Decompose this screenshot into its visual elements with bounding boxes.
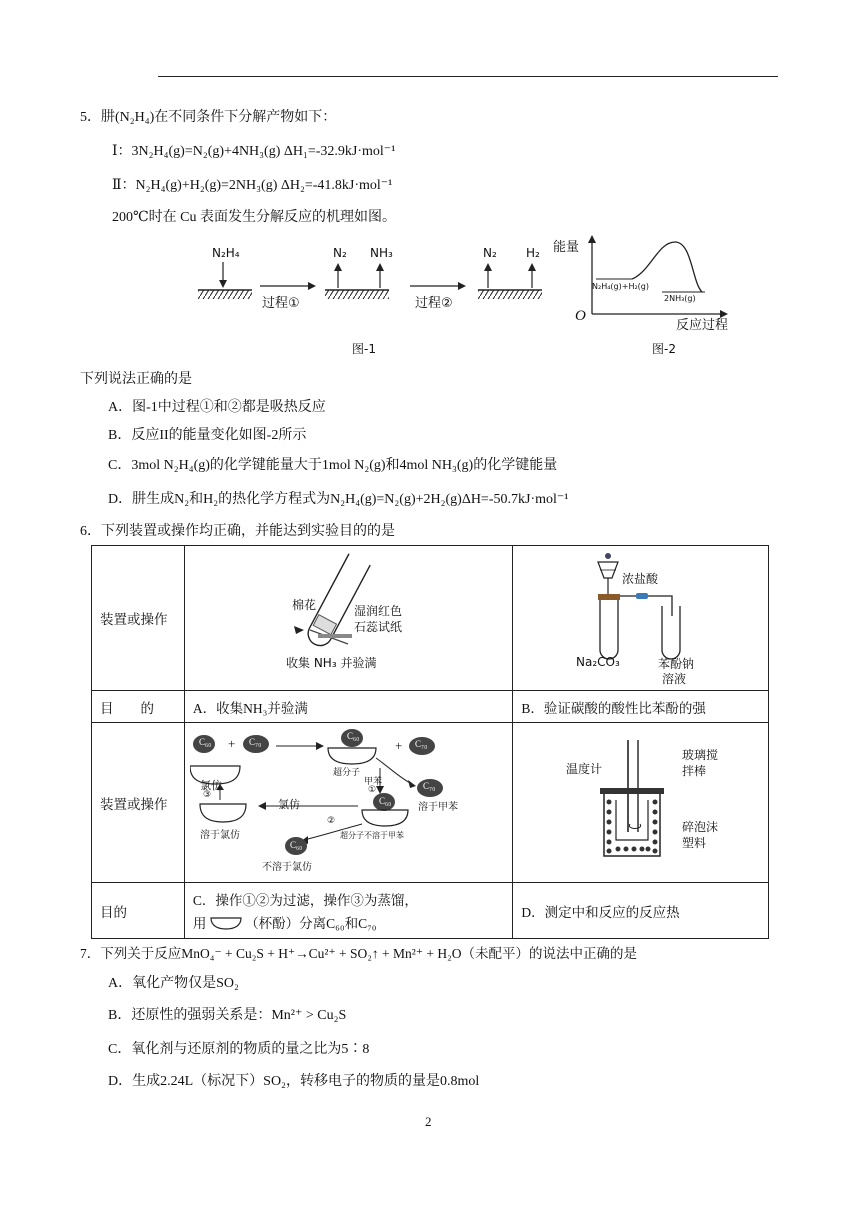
figure-b-apparatus xyxy=(580,550,700,662)
b-left-label: Na₂CO₃ xyxy=(576,655,620,669)
fig1-n2h4: N₂H₄ xyxy=(212,246,240,260)
b-purpose: B．验证碳酸的酸性比苯酚的强 xyxy=(513,691,769,723)
stopper xyxy=(598,594,620,600)
outer-beaker xyxy=(604,794,660,856)
c-purpose-line1: C．操作①②为过滤，操作③为蒸馏， xyxy=(192,893,418,908)
header-rule xyxy=(158,76,778,77)
q5-note: 200℃时在 Cu 表面发生分解反应的机理如图。 xyxy=(112,210,396,225)
a-paper-label-1: 湿润红色 xyxy=(354,604,403,618)
fig1-n2-a: N₂ xyxy=(333,246,347,260)
row1-label: 装置或操作 xyxy=(92,546,185,691)
q5-option-c: C．3mol N₂H₄(g)的化学键能量大于1mol N₂(g)和4mol NH₃(g)的化学键能量 xyxy=(108,458,558,473)
cup-4 xyxy=(200,804,246,822)
b-right-label-2: 溶液 xyxy=(662,672,687,686)
row2-label: 目 的 xyxy=(92,691,185,723)
c-step2: ② xyxy=(327,816,336,826)
q6-stem: 6．下列装置或操作均正确，并能达到实验目的的是 xyxy=(80,524,395,539)
c-c70-2: C₇₀ xyxy=(415,739,428,749)
a-caption: 收集 NH₃ 并验满 xyxy=(286,656,377,670)
row3-label: 装置或操作 xyxy=(92,723,185,883)
c-toluene-label: 甲苯 xyxy=(364,777,383,787)
cup-3 xyxy=(362,810,408,826)
left-tube xyxy=(600,600,618,659)
c-purpose-pre: 用 xyxy=(192,916,207,931)
d-stir-label-1: 玻璃搅 xyxy=(682,748,719,762)
c-c60-1: C₆₀ xyxy=(199,737,212,747)
fig2-origin: O xyxy=(575,308,586,324)
q5-option-d: D．肼生成N₂和H₂的热化学方程式为N₂H₄(g)=N₂(g)+2H₂(g)ΔH=-50.7kJ·mol⁻¹ xyxy=(108,492,569,507)
inner-beaker xyxy=(616,800,648,840)
c-dissolve-chloroform: 溶于氯仿 xyxy=(200,830,240,841)
fig1-caption: 图-1 xyxy=(352,342,376,356)
fig2-ylabel: 能量 xyxy=(553,240,580,255)
fig1-process-2: 过程② xyxy=(415,296,453,311)
surface-2 xyxy=(325,290,389,299)
c-step1: ① xyxy=(368,785,377,795)
b-right-label-1: 苯酚钠 xyxy=(658,657,695,671)
fig2-reactants: N₂H₄(g)+H₂(g) xyxy=(592,282,649,291)
c-plus-2: + xyxy=(395,738,403,753)
q5-stem: 5．肼(N₂H₄)在不同条件下分解产物如下： xyxy=(80,110,337,125)
fig2-caption: 图-2 xyxy=(652,342,676,356)
b-acid-label: 浓盐酸 xyxy=(622,572,659,586)
d-purpose: D．测定中和反应的反应热 xyxy=(513,883,769,939)
cup-2 xyxy=(328,748,376,764)
fig2-products: 2NH₃(g) xyxy=(664,294,696,303)
lid xyxy=(600,788,664,794)
q7-option-d: D．生成2.24L（标况下）SO₂，转移电子的物质的量是0.8mol xyxy=(108,1074,480,1089)
q5-equation-2: Ⅱ：N₂H₄(g)+H₂(g)=2NH₃(g) ΔH₂=-41.8kJ·mol⁻¹ xyxy=(112,178,393,193)
a-paper-label-2: 石蕊试纸 xyxy=(354,620,403,634)
c-supra-label: 超分子 xyxy=(333,768,361,778)
q7-option-c: C．氧化剂与还原剂的物质的量之比为5∶8 xyxy=(108,1042,370,1057)
foam-fill xyxy=(607,800,658,854)
c-c60-2: C₆₀ xyxy=(347,731,360,741)
calixarene-icon xyxy=(210,916,242,930)
rubber-joint xyxy=(636,593,648,599)
a-cotton-label: 棉花 xyxy=(292,598,317,612)
q5-option-b: B．反应II的能量变化如图-2所示 xyxy=(108,428,307,443)
c-plus-1: + xyxy=(228,736,236,751)
fig2-xlabel: 反应过程 xyxy=(676,318,729,333)
q5-prompt: 下列说法正确的是 xyxy=(80,372,192,387)
row4-label: 目的 xyxy=(92,883,185,939)
c-purpose xyxy=(184,883,512,939)
c-c70-1: C₇₀ xyxy=(249,737,262,747)
surface-3 xyxy=(478,290,542,299)
d-stir-label-2: 拌棒 xyxy=(682,764,707,778)
c-purpose-post: （杯酚）分离C₆₀和C₇₀ xyxy=(245,916,377,931)
fig1-h2: H₂ xyxy=(526,246,540,260)
right-tube xyxy=(662,606,680,659)
litmus-paper xyxy=(318,634,352,638)
d-foam-label-1: 碎泡沫 xyxy=(682,820,719,834)
a-purpose: A．收集NH₃并验满 xyxy=(184,691,512,723)
fig1-nh3: NH₃ xyxy=(370,246,393,260)
c-chloroform-1: 氯仿 xyxy=(200,779,222,792)
gas-inlet-arrow xyxy=(294,626,304,634)
q7-option-a: A．氧化产物仅是SO₂ xyxy=(108,976,239,991)
c-c60-4: C₆₀ xyxy=(290,840,303,850)
c-chloroform-2: 氯仿 xyxy=(278,798,300,811)
q5-option-a: A．图-1中过程①和②都是吸热反应 xyxy=(108,400,326,415)
d-foam-label-2: 塑料 xyxy=(682,836,707,850)
page-number: 2 xyxy=(425,1114,432,1129)
c-c60-3: C₆₀ xyxy=(379,796,392,806)
c-insoluble-chloroform: 不溶于氯仿 xyxy=(262,862,312,873)
c-c70-3: C₇₀ xyxy=(423,781,436,791)
fig1-process-1: 过程① xyxy=(262,296,300,311)
c-dissolve-toluene: 溶于甲苯 xyxy=(418,802,458,813)
fig1-n2-b: N₂ xyxy=(483,246,497,260)
q5-equation-1: Ⅰ：3N₂H₄(g)=N₂(g)+4NH₃(g) ΔH₁=-32.9kJ·mol⁻¹ xyxy=(112,144,396,159)
d-thermo-label: 温度计 xyxy=(566,762,603,776)
q7-stem: 7．下列关于反应MnO₄⁻ + Cu₂S + H⁺→Cu²⁺ + SO₂↑ + Mn²⁺ + H₂O（未配平）的说法中正确的是 xyxy=(80,946,638,961)
q7-option-b: B．还原性的强弱关系是：Mn²⁺ > Cu₂S xyxy=(108,1008,347,1023)
cotton xyxy=(313,615,336,635)
c-insoluble-toluene: 超分子不溶于甲苯 xyxy=(340,831,404,840)
c-step3: ③ xyxy=(203,790,212,800)
surface-1 xyxy=(198,290,252,299)
